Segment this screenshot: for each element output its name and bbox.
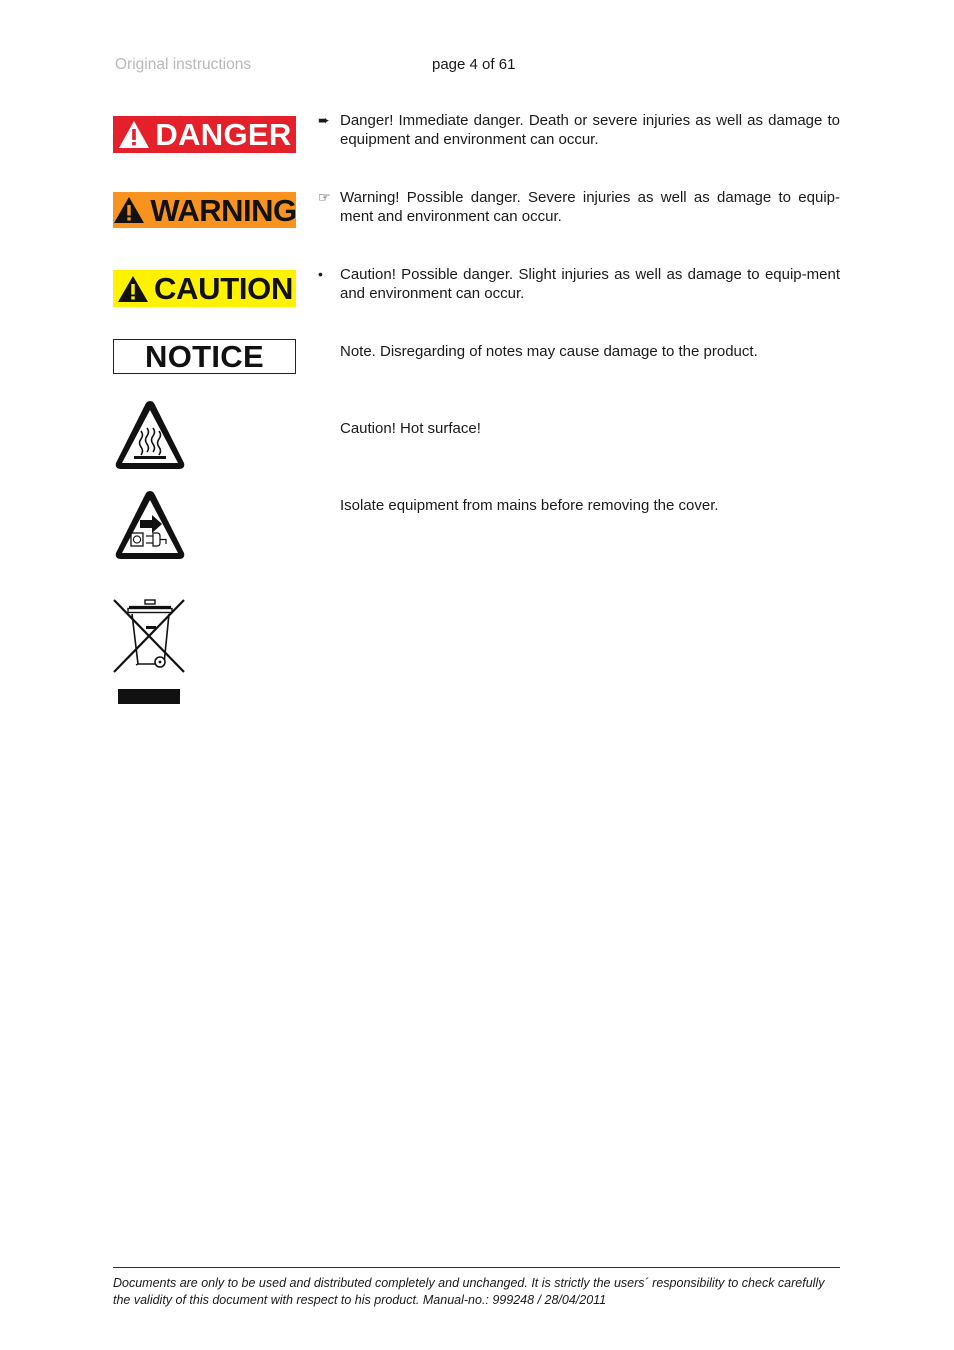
warning-sign-label: WARNING xyxy=(150,192,297,228)
danger-sign-label: DANGER xyxy=(155,117,292,152)
notice-sign xyxy=(113,339,296,374)
warning-triangle-icon xyxy=(117,119,151,150)
footer-disclaimer: Documents are only to be used and distributed completely and unchanged. It is strictly the users´ responsibility to check carefully the validity of this document with respect to his product. Manual-no.: 999248 / 28/04/2011 xyxy=(113,1276,825,1307)
arrow-bullet-icon: ➨ xyxy=(318,112,330,128)
danger-sign xyxy=(113,116,296,153)
footer-divider xyxy=(113,1267,840,1268)
disconnect-mains-icon xyxy=(112,487,188,563)
mains-isolation-description: Isolate equipment from mains before removing the cover. xyxy=(340,497,719,514)
warning-sign xyxy=(113,192,296,228)
header-page-number: page 4 of 61 xyxy=(432,56,516,73)
notice-sign-label: NOTICE xyxy=(145,339,264,374)
warning-triangle-icon xyxy=(116,274,150,304)
caution-description: Caution! Possible danger. Slight injuries as well as damage to equip-ment and environment can occur. xyxy=(340,266,840,302)
dot-bullet-icon: • xyxy=(318,266,323,282)
caution-sign xyxy=(113,270,296,307)
header-original-instructions: Original instructions xyxy=(115,56,252,73)
hot-surface-description: Caution! Hot surface! xyxy=(340,420,481,437)
crossed-out-wheelie-bin-icon xyxy=(112,598,188,708)
warning-triangle-icon xyxy=(112,195,146,225)
warning-description: Warning! Possible danger. Severe injuries as well as damage to equip-ment and environment can occur. xyxy=(340,189,840,225)
notice-description: Note. Disregarding of notes may cause damage to the product. xyxy=(340,343,758,360)
danger-description: Danger! Immediate danger. Death or severe injuries as well as damage to equipment and environment can occur. xyxy=(340,112,840,148)
caution-sign-label: CAUTION xyxy=(153,271,294,306)
hot-surface-icon xyxy=(112,397,188,473)
pointing-hand-bullet-icon: ☞ xyxy=(318,189,331,205)
